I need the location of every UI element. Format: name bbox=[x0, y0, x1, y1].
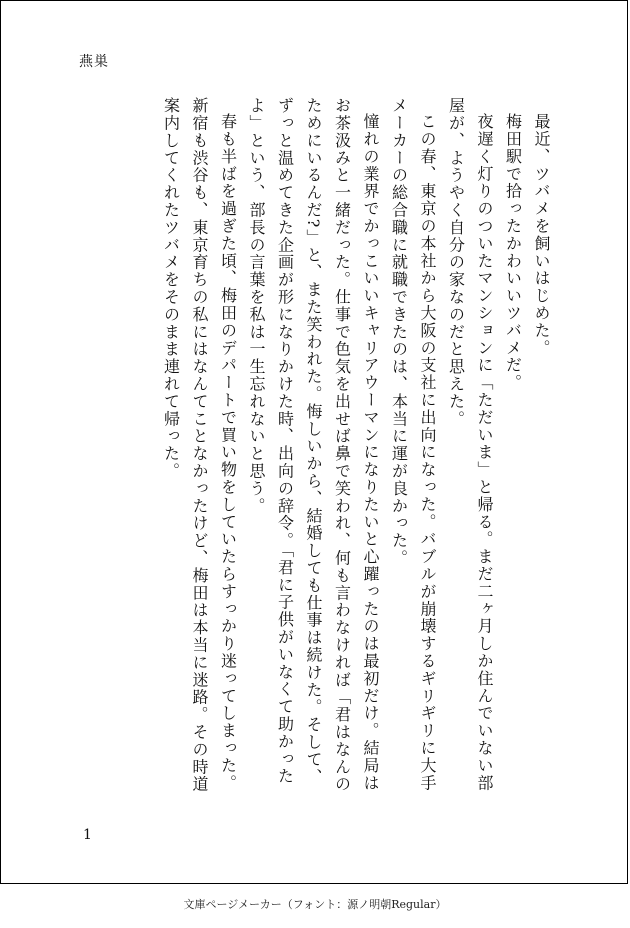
paragraph: 最近、ツバメを飼いはじめた。 bbox=[532, 113, 551, 357]
paragraph: 春も半ばを過ぎた頃、梅田のデパートで買い物をしていたらすっかり迷ってしまった。新宿も渋谷も、東京育ちの私にはなんてことなかったけど、梅田は本当に迷路。その時道案内してくれたツバメをそのまま連れて帰った。 bbox=[161, 97, 238, 793]
vertical-body-text bbox=[75, 97, 555, 797]
page-number: 1 bbox=[83, 827, 92, 843]
paragraph: 夜遅く灯りのついたマンションに「ただいま」と帰る。まだ二ヶ月しか住んでいない部屋が、ようやく自分の家なのだと思えた。 bbox=[446, 97, 494, 792]
paragraph: 梅田駅で拾ったかわいいツバメだ。 bbox=[503, 113, 523, 392]
footer-credit: 文庫ページメーカー（フォント：源ノ明朝Regular） bbox=[183, 898, 447, 911]
paragraph: この春、東京の本社から大阪の支社に出向になった。バブルが崩壊するギリギリに大手メーカーの総合職に就職できたのは、本当に運が良かった。 bbox=[389, 97, 437, 792]
page-header-title: 燕巣 bbox=[79, 54, 109, 70]
paragraph: 憧れの業界でかっこいいキャリアウーマンになりたいと心躍ったのは最初だけ。結局はお茶汲みと一緒だった。仕事で色気を出せば鼻で笑われ、何も言わなければ「君はなんのためにいるんだ?」と、また笑われた。悔しいから、結婚しても仕事は続けた。そして、ずっと温めてきた企画が形になりかけた時、出向の辞令。「君に子供がいなくて助かったよ」という、部長の言葉を私は一生忘れないと思う。 bbox=[247, 97, 380, 793]
